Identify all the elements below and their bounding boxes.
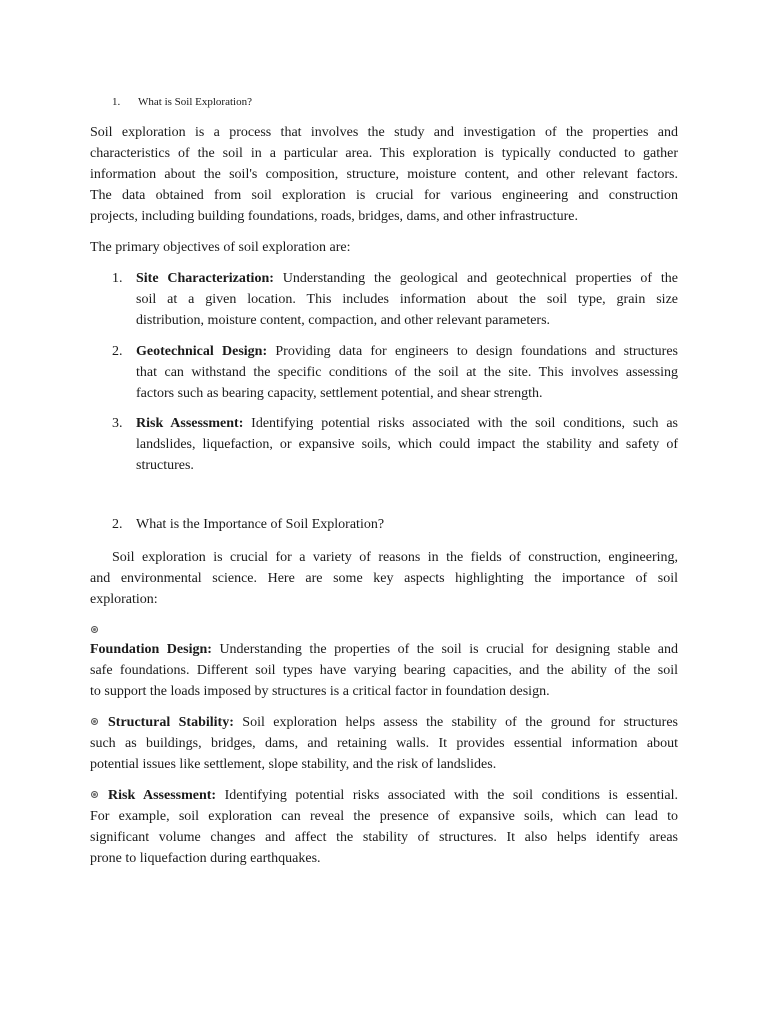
- importance-3-term: Risk Assessment:: [108, 788, 217, 803]
- objective-2-line-3: factors such as bearing capacity, settlement potential, and shear strength.: [136, 386, 543, 401]
- para1-line-2: characteristics of the soil in a particular area. This exploration is typically conducted to gather: [90, 146, 678, 161]
- para1-line-5: projects, including building foundations, roads, bridges, dams, and other infrastructure.: [90, 209, 578, 224]
- objectives-intro: The primary objectives of soil exploration are:: [90, 240, 351, 255]
- importance-1-first-line: Understanding the properties of the soil is crucial for designing stable and: [211, 642, 678, 657]
- section-1-title: What is Soil Exploration?: [138, 96, 252, 108]
- objective-3-line-3: structures.: [136, 458, 194, 473]
- objective-1-number: 1.: [112, 271, 123, 286]
- bullet-icon: [91, 791, 98, 798]
- objective-1-line-3: distribution, moisture content, compaction, and other relevant parameters.: [136, 313, 551, 328]
- objective-3-term: Risk Assessment:: [136, 416, 244, 431]
- objective-1-line-1: [136, 268, 678, 289]
- importance-2-line-2: such as buildings, bridges, dams, and retaining walls. It provides essential information about: [90, 736, 678, 751]
- objective-2-term: Geotechnical Design:: [136, 344, 268, 359]
- importance-1-line-3: to support the loads imposed by structures is a critical factor in foundation design.: [90, 684, 550, 699]
- para2-line-2: and environmental science. Here are some key aspects highlighting the importance of soil: [90, 571, 678, 586]
- importance-3-line-4: prone to liquefaction during earthquakes.: [90, 851, 321, 866]
- objective-3-line-2: landslides, liquefaction, or expansive soils, which could impact the stability and safety of: [136, 437, 678, 452]
- importance-1-term: Foundation Design:: [90, 642, 212, 657]
- importance-1-line-1: [90, 639, 678, 660]
- importance-3-first-line: Identifying potential risks associated with the soil conditions is essential.: [216, 788, 678, 803]
- objective-2-line-2: that can withstand the specific conditions of the soil at the site. This involves assessing: [136, 365, 678, 380]
- bullet-icon: [91, 718, 98, 725]
- importance-1-line-2: safe foundations. Different soil types have varying bearing capacities, and the ability of the soil: [90, 663, 678, 678]
- para1-line-1: Soil exploration is a process that involves the study and investigation of the properties and: [90, 125, 678, 140]
- importance-2-line-3: potential issues like settlement, slope stability, and the risk of landslides.: [90, 757, 497, 772]
- importance-2-first-line: Soil exploration helps assess the stability of the ground for structures: [233, 715, 678, 730]
- objective-3-number: 3.: [112, 416, 123, 431]
- para1-line-3: information about the soil's composition, structure, moisture content, and other relevant factors.: [90, 167, 678, 182]
- importance-2-line-1: [108, 712, 678, 733]
- para2-line-3: exploration:: [90, 592, 158, 607]
- para1-line-4: The data obtained from soil exploration is crucial for various engineering and construction: [90, 188, 678, 203]
- objective-1-term: Site Characterization:: [136, 271, 274, 286]
- para2-line-1: Soil exploration is crucial for a variety of reasons in the fields of construction, engineering,: [112, 550, 678, 565]
- objective-2-line-1: [136, 341, 678, 362]
- importance-3-line-2: For example, soil exploration can reveal the presence of expansive soils, which can lead to: [90, 809, 678, 824]
- document-page: [90, 0, 678, 1024]
- objective-3-first-line: Identifying potential risks associated with the soil conditions, such as: [243, 416, 678, 431]
- section-2-number: 2.: [112, 517, 123, 532]
- importance-3-line-3: significant volume changes and affect the stability of structures. It also helps identify areas: [90, 830, 678, 845]
- objective-1-line-2: soil at a given location. This includes information about the soil type, grain size: [136, 292, 678, 307]
- section-1-number: 1.: [112, 96, 121, 108]
- objective-2-first-line: Providing data for engineers to design foundations and structures: [267, 344, 679, 359]
- objective-2-number: 2.: [112, 344, 123, 359]
- importance-3-line-1: [108, 785, 678, 806]
- objective-3-line-1: [136, 413, 678, 434]
- importance-2-term: Structural Stability:: [108, 715, 234, 730]
- bullet-icon: [91, 626, 98, 633]
- objective-1-first-line: Understanding the geological and geotechnical properties of the: [273, 271, 678, 286]
- section-2-title: What is the Importance of Soil Exploration?: [136, 517, 385, 532]
